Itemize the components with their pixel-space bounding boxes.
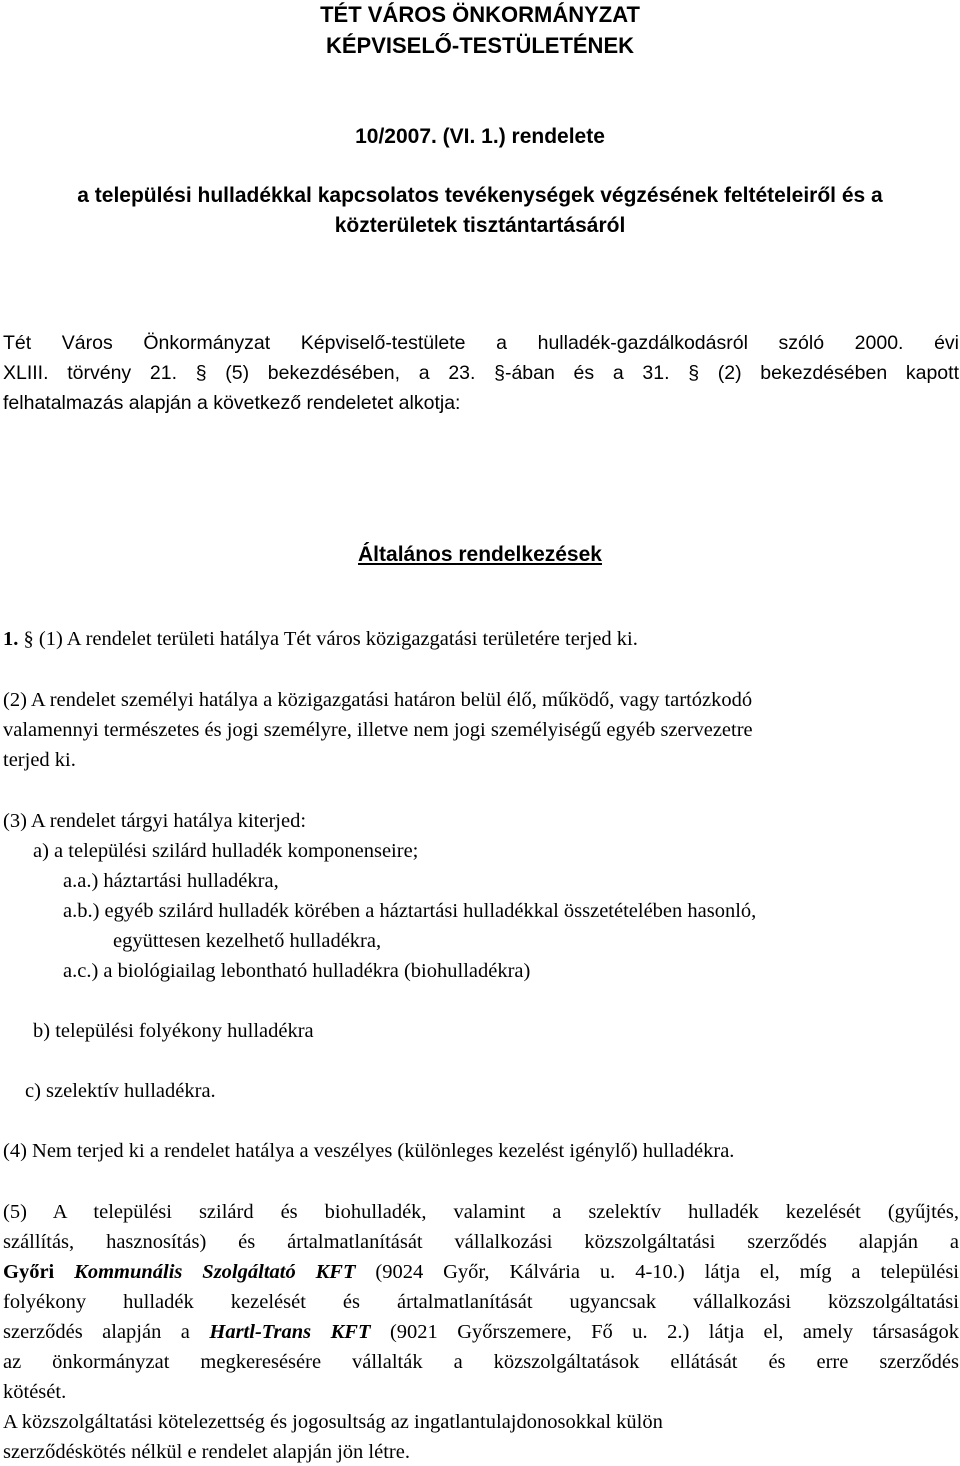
paragraph-line [3, 1322, 959, 1343]
document-title-line2: KÉPVISELŐ-TESTÜLETÉNEK [325, 33, 635, 58]
paragraph-line: valamennyi természetes és jogi személyre, illetve nem jogi személyiségű egyéb szervezetre [3, 719, 753, 741]
preamble-line: felhatalmazás alapján a következő rendeletet alkotja: [3, 392, 461, 414]
list-item-ab-continued: együttesen kezelhető hulladékra, [113, 930, 382, 952]
paragraph-line: folyékony hulladék kezelését és ártalmatlanítását ugyancsak vállalkozási közszolgáltatási [3, 1291, 959, 1313]
section-number: 1. [3, 628, 19, 650]
paragraph-line: szállítás, hasznosítás) és ártalmatlanítását vállalkozási közszolgáltatási szerződés alapján a [3, 1231, 959, 1253]
preamble-line: Tét Város Önkormányzat Képviselő-testülete a hulladék-gazdálkodásról szóló 2000. évi [3, 332, 959, 354]
company-name-prefix: Győri [3, 1261, 75, 1283]
paragraph-text: szerződés alapján a [3, 1321, 210, 1343]
document-title-line1: TÉT VÁROS ÖNKORMÁNYZAT [320, 2, 640, 27]
company-name: Hartl-Trans KFT [209, 1321, 371, 1343]
company-name: Kommunális Szolgáltató KFT [74, 1261, 356, 1283]
paragraph-4: (4) Nem terjed ki a rendelet hatálya a veszélyes (különleges kezelést igénylő) hulladékra. [3, 1140, 735, 1162]
list-item-aa: a.a.) háztartási hulladékra, [63, 870, 279, 892]
paragraph-1 [3, 629, 638, 650]
regulation-subject-line2: közterületek tisztántartásáról [334, 214, 626, 237]
regulation-number: 10/2007. (VI. 1.) rendelete [355, 125, 605, 148]
preamble-line: XLIII. törvény 21. § (5) bekezdésében, a 23. §-ában és a 31. § (2) bekezdésében kapott [3, 362, 959, 384]
paragraph-line: kötését. [3, 1381, 67, 1403]
paragraph-line [3, 1262, 959, 1283]
list-item-a: a) a települési szilárd hulladék komponenseire; [33, 840, 419, 862]
list-item-c: c) szelektív hulladékra. [25, 1080, 216, 1102]
list-item-ac: a.c.) a biológiailag lebontható hulladékra (biohulladékra) [63, 960, 531, 982]
paragraph-line: (5) A települési szilárd és biohulladék, valamint a szelektív hulladék kezelését (gyűjtés, [3, 1201, 959, 1223]
regulation-subject-line1: a települési hulladékkal kapcsolatos tevékenységek végzésének feltételeiről és a [77, 184, 883, 207]
paragraph-3-intro: (3) A rendelet tárgyi hatálya kiterjed: [3, 810, 307, 832]
paragraph-1-text: § (1) A rendelet területi hatálya Tét város közigazgatási területére terjed ki. [18, 628, 638, 650]
paragraph-line: (2) A rendelet személyi hatálya a közigazgatási határon belül élő, működő, vagy tartózkodó [3, 689, 753, 711]
paragraph-line: terjed ki. [3, 749, 76, 771]
paragraph-text: (9024 Győr, Kálvária u. 4-10.) látja el, míg a települési [355, 1261, 959, 1283]
list-item-ab: a.b.) egyéb szilárd hulladék körében a háztartási hulladékkal összetételében hasonló, [63, 900, 757, 922]
section-heading: Általános rendelkezések [358, 543, 602, 566]
paragraph-line: szerződéskötés nélkül e rendelet alapján jön létre. [3, 1441, 410, 1463]
paragraph-line: A közszolgáltatási kötelezettség és jogosultság az ingatlantulajdonosokkal külön [3, 1411, 663, 1433]
paragraph-line: az önkormányzat megkeresésére vállalták a közszolgáltatások ellátását és erre szerződés [3, 1351, 959, 1373]
list-item-b: b) települési folyékony hulladékra [33, 1020, 314, 1042]
paragraph-text: (9021 Győrszemere, Fő u. 2.) látja el, amely társaságok [370, 1321, 959, 1343]
